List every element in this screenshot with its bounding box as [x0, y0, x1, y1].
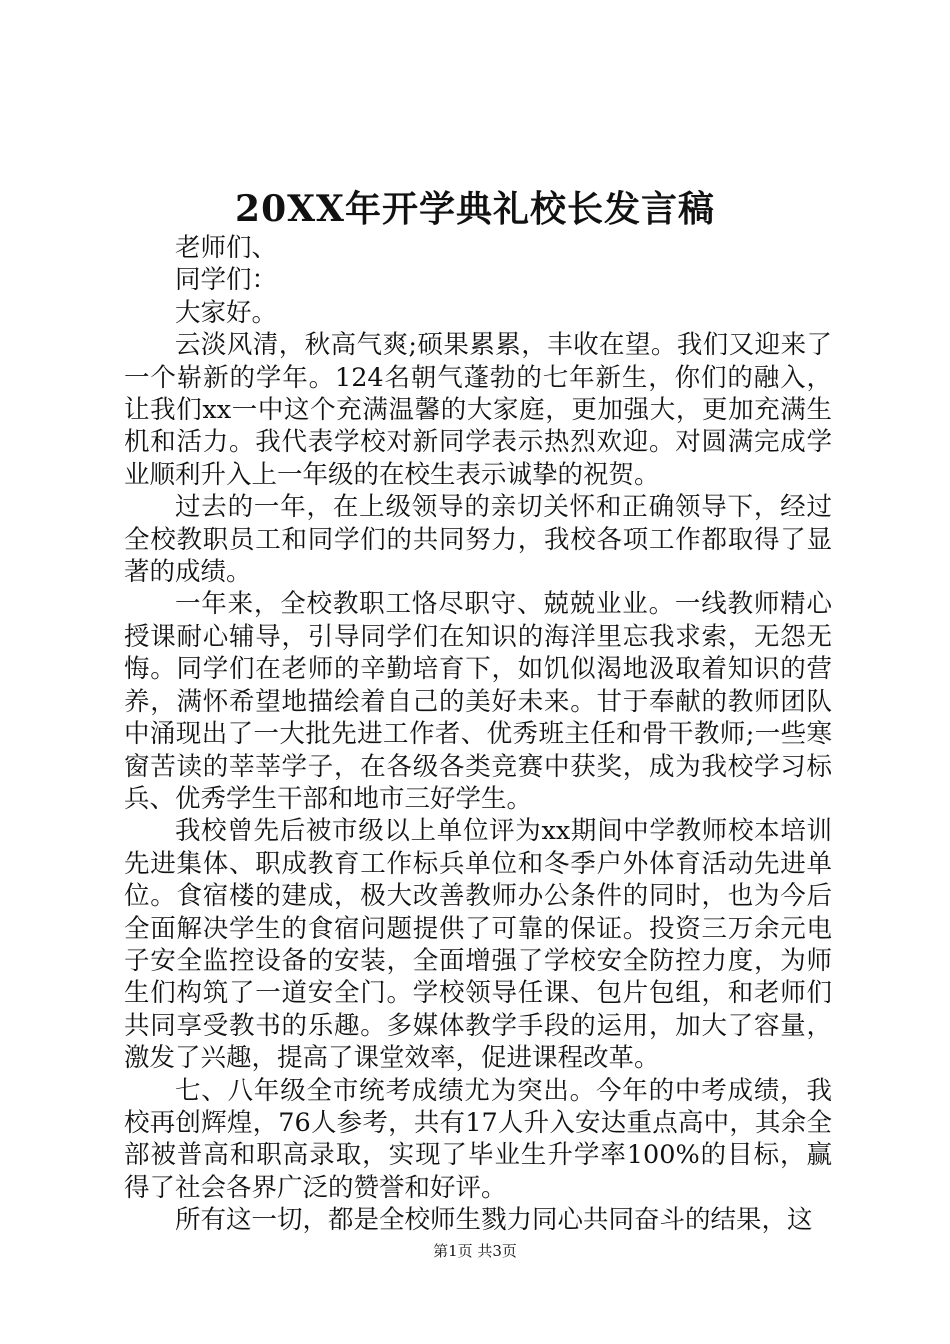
body-paragraph: 一年来，全校教职工恪尽职守、兢兢业业。一线教师精心授课耐心辅导，引导同学们在知识的海洋里忘我求索，无怨无悔。同学们在老师的辛勤培育下，如饥似渴地汲取着知识的营养，满怀希望地描绘着自己的美好未来。甘于奉献的教师团队中涌现出了一大批先进工作者、优秀班主任和骨干教师;一些寒窗苦读的莘莘学子，在各级各类竞赛中获奖，成为我校学习标兵、优秀学生干部和地市三好学生。	[124, 589, 832, 814]
body-paragraph: 所有这一切，都是全校师生戮力同心共同奋斗的结果，这	[175, 1205, 813, 1236]
body-paragraph: 七、八年级全市统考成绩尤为突出。今年的中考成绩，我校再创辉煌，76人参考，共有17人升入安达重点高中，其余全部被普高和职高录取，实现了毕业生升学率100%的目标，赢得了社会各界广泛的赞誉和好评。	[124, 1075, 832, 1203]
salutation-line: 大家好。	[175, 297, 278, 328]
document-title: 20XX年开学典礼校长发言稿	[235, 188, 715, 230]
page-number-footer: 第1页 共3页	[433, 1242, 517, 1260]
body-paragraph: 我校曾先后被市级以上单位评为xx期间中学教师校本培训先进集体、职成教育工作标兵单位和冬季户外体育活动先进单位。食宿楼的建成，极大改善教师办公条件的同时，也为今后全面解决学生的食宿问题提供了可靠的保证。投资三万余元电子安全监控设备的安装，全面增强了学校安全防控力度，为师生们构筑了一道安全门。学校领导任课、包片包组，和老师们共同享受教书的乐趣。多媒体教学手段的运用，加大了容量，激发了兴趣，提高了课堂效率，促进课程改革。	[124, 816, 832, 1074]
body-paragraph: 过去的一年，在上级领导的亲切关怀和正确领导下，经过全校教职员工和同学们的共同努力，我校各项工作都取得了显著的成绩。	[124, 492, 832, 588]
body-paragraph: 云淡风清，秋高气爽;硕果累累，丰收在望。我们又迎来了一个崭新的学年。124名朝气蓬勃的七年新生，你们的融入，让我们xx一中这个充满温馨的大家庭，更加强大，更加充满生机和活力。我代表学校对新同学表示热烈欢迎。对圆满完成学业顺利升入上一年级的在校生表示诚挚的祝贺。	[124, 330, 832, 490]
salutation-line: 同学们：	[175, 265, 278, 296]
salutation-line: 老师们、	[175, 233, 278, 263]
document-body	[124, 232, 832, 1237]
